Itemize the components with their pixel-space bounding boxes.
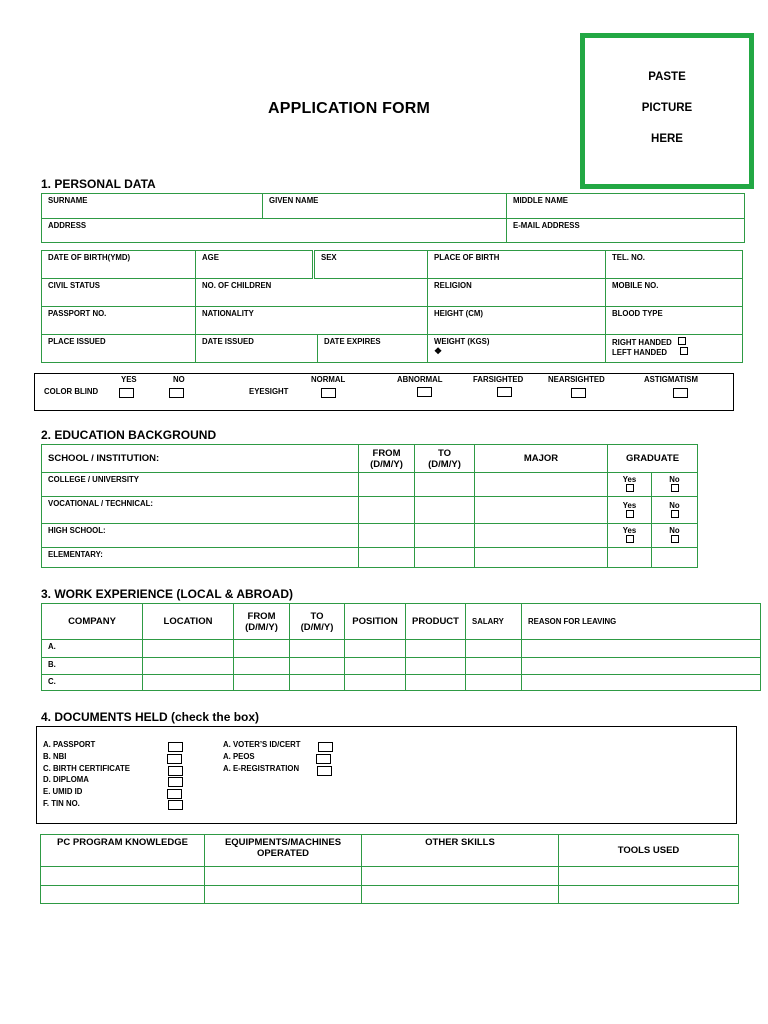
highschool-from-field[interactable] — [359, 524, 415, 548]
right-handed-checkbox[interactable] — [678, 337, 686, 345]
color-blind-label: COLOR BLIND — [44, 387, 99, 396]
vocational-no-checkbox[interactable] — [671, 510, 679, 518]
college-yes-cell: Yes — [608, 473, 652, 497]
nationality-field[interactable]: NATIONALITY — [196, 307, 428, 335]
work-row-b-location[interactable] — [143, 658, 234, 675]
email-field[interactable]: E-MAIL ADDRESS — [507, 219, 745, 243]
doc-passport-checkbox[interactable] — [168, 742, 183, 752]
passport-field[interactable]: PASSPORT NO. — [42, 307, 196, 335]
doc-diploma-checkbox[interactable] — [168, 777, 183, 787]
doc-voters-checkbox[interactable] — [318, 742, 333, 752]
vocational-no-cell: No — [652, 497, 698, 524]
section-education-heading: 2. EDUCATION BACKGROUND — [41, 428, 217, 442]
blood-type-field[interactable]: BLOOD TYPE — [606, 307, 743, 335]
normal-label: NORMAL — [311, 375, 346, 384]
photo-label-3: HERE — [651, 133, 683, 145]
work-row-a-label[interactable]: A. — [42, 640, 143, 658]
college-row-label: COLLEGE / UNIVERSITY — [42, 473, 359, 497]
highschool-to-field[interactable] — [415, 524, 475, 548]
from-header: FROM (D/M/Y) — [359, 445, 415, 473]
vocational-row-label: VOCATIONAL / TECHNICAL: — [42, 497, 359, 524]
highschool-no-cell: No — [652, 524, 698, 548]
work-row-c-position[interactable] — [345, 675, 406, 691]
work-row-b-reason[interactable] — [522, 658, 761, 675]
color-blind-yes-checkbox[interactable] — [119, 388, 134, 398]
yes-label: YES — [121, 375, 137, 384]
section-work-heading: 3. WORK EXPERIENCE (LOCAL & ABROAD) — [41, 587, 294, 601]
page-title: APPLICATION FORM — [268, 100, 431, 117]
weight-field[interactable] — [428, 335, 606, 363]
doc-voters-label: A. VOTER’S ID/CERT — [223, 740, 301, 749]
tools-used-header: TOOLS USED — [559, 835, 739, 867]
astigmatism-checkbox[interactable] — [673, 388, 688, 398]
diamond-bullet-icon: ❖ — [434, 346, 443, 356]
age-field[interactable]: AGE — [196, 251, 314, 279]
work-row-b-product[interactable] — [406, 658, 466, 675]
tools-field-2[interactable] — [559, 886, 739, 904]
no-label: NO — [173, 375, 185, 384]
elementary-to-field[interactable] — [415, 548, 475, 568]
personal-details-table — [41, 250, 743, 363]
salary-header: SALARY — [466, 604, 522, 640]
school-header: SCHOOL / INSTITUTION: — [42, 445, 359, 473]
date-issued-field[interactable]: DATE ISSUED — [196, 335, 318, 363]
doc-eregistration-label: A. E-REGISTRATION — [223, 764, 300, 773]
sex-field[interactable]: SEX — [314, 251, 428, 279]
work-row-b-salary[interactable] — [466, 658, 522, 675]
place-issued-field[interactable]: PLACE ISSUED — [42, 335, 196, 363]
mobile-field[interactable]: MOBILE NO. — [606, 279, 743, 307]
vocational-to-field[interactable] — [415, 497, 475, 524]
doc-diploma-label: D. DIPLOMA — [43, 775, 89, 784]
work-row-c-from[interactable] — [234, 675, 290, 691]
eyesight-label: EYESIGHT — [249, 387, 289, 396]
work-row-c-salary[interactable] — [466, 675, 522, 691]
highschool-major-field[interactable] — [475, 524, 608, 548]
work-to-header: TO (D/M/Y) — [290, 604, 345, 640]
astigmatism-label: ASTIGMATISM — [644, 375, 698, 384]
equipment-field-2[interactable] — [205, 886, 362, 904]
elementary-row-label: ELEMENTARY: — [42, 548, 359, 568]
weight-label: WEIGHT (KGS) — [434, 337, 490, 346]
other-skills-field-1[interactable] — [362, 867, 559, 886]
highschool-row-label: HIGH SCHOOL: — [42, 524, 359, 548]
date-expires-field[interactable]: DATE EXPIRES — [318, 335, 428, 363]
elementary-major-field[interactable] — [475, 548, 608, 568]
eyesight-box — [34, 373, 734, 411]
doc-tin-label: F. TIN NO. — [43, 799, 80, 808]
normal-checkbox[interactable] — [321, 388, 336, 398]
highschool-yes-checkbox[interactable] — [626, 535, 634, 543]
right-handed-label: RIGHT HANDED — [612, 338, 672, 347]
farsighted-label: FARSIGHTED — [473, 375, 524, 384]
photo-label-2: PICTURE — [641, 102, 693, 114]
work-row-b-from[interactable] — [234, 658, 290, 675]
tools-field-1[interactable] — [559, 867, 739, 886]
color-blind-no-checkbox[interactable] — [169, 388, 184, 398]
height-field[interactable]: HEIGHT (CM) — [428, 307, 606, 335]
skills-table — [40, 834, 739, 904]
vocational-yes-cell: Yes — [608, 497, 652, 524]
tel-field[interactable]: TEL. NO. — [606, 251, 743, 279]
work-row-b-to[interactable] — [290, 658, 345, 675]
elementary-yes-cell[interactable] — [608, 548, 652, 568]
surname-field[interactable]: SURNAME — [42, 194, 263, 219]
work-row-a-product[interactable] — [406, 640, 466, 658]
work-row-c-label[interactable]: C. — [42, 675, 143, 691]
farsighted-checkbox[interactable] — [497, 387, 512, 397]
doc-passport-label: A. PASSPORT — [43, 740, 96, 749]
documents-box — [36, 726, 737, 824]
doc-nbi-label: B. NBI — [43, 752, 67, 761]
vocational-major-field[interactable] — [475, 497, 608, 524]
left-handed-checkbox[interactable] — [680, 347, 688, 355]
college-major-field[interactable] — [475, 473, 608, 497]
other-skills-header: OTHER SKILLS — [362, 835, 559, 867]
work-row-b-position[interactable] — [345, 658, 406, 675]
abnormal-checkbox[interactable] — [417, 387, 432, 397]
doc-birth-cert-checkbox[interactable] — [168, 766, 183, 776]
location-header: LOCATION — [143, 604, 234, 640]
company-header: COMPANY — [42, 604, 143, 640]
reason-header: REASON FOR LEAVING — [522, 604, 761, 640]
work-table — [41, 603, 761, 691]
work-row-a-reason[interactable] — [522, 640, 761, 658]
doc-peos-checkbox[interactable] — [316, 754, 331, 764]
college-no-checkbox[interactable] — [671, 484, 679, 492]
work-row-c-location[interactable] — [143, 675, 234, 691]
college-yes-checkbox[interactable] — [626, 484, 634, 492]
doc-umid-checkbox[interactable] — [167, 789, 182, 799]
college-to-field[interactable] — [415, 473, 475, 497]
doc-nbi-checkbox[interactable] — [167, 754, 182, 764]
to-header: TO (D/M/Y) — [415, 445, 475, 473]
vocational-from-field[interactable] — [359, 497, 415, 524]
work-row-b-label[interactable]: B. — [42, 658, 143, 675]
religion-field[interactable]: RELIGION — [428, 279, 606, 307]
elementary-from-field[interactable] — [359, 548, 415, 568]
vocational-yes-checkbox[interactable] — [626, 510, 634, 518]
doc-umid-label: E. UMID ID — [43, 787, 83, 796]
college-from-field[interactable] — [359, 473, 415, 497]
handedness-field — [606, 335, 743, 363]
pc-knowledge-field-1[interactable] — [41, 867, 205, 886]
abnormal-label: ABNORMAL — [397, 375, 443, 384]
work-row-c-reason[interactable] — [522, 675, 761, 691]
dob-field[interactable]: DATE OF BIRTH(YMD) — [42, 251, 196, 279]
major-header: MAJOR — [475, 445, 608, 473]
pc-knowledge-header: PC PROGRAM KNOWLEDGE — [41, 835, 205, 867]
equipment-field-1[interactable] — [205, 867, 362, 886]
children-field[interactable]: NO. OF CHILDREN — [196, 279, 428, 307]
photo-box[interactable] — [580, 33, 754, 189]
work-row-a-location[interactable] — [143, 640, 234, 658]
product-header: PRODUCT — [406, 604, 466, 640]
given-name-field[interactable]: GIVEN NAME — [263, 194, 507, 219]
pc-knowledge-field-2[interactable] — [41, 886, 205, 904]
doc-peos-label: A. PEOS — [223, 752, 255, 761]
place-of-birth-field[interactable]: PLACE OF BIRTH — [428, 251, 606, 279]
work-row-a-to[interactable] — [290, 640, 345, 658]
position-header: POSITION — [345, 604, 406, 640]
graduate-header: GRADUATE — [608, 445, 698, 473]
work-row-a-from[interactable] — [234, 640, 290, 658]
nearsighted-checkbox[interactable] — [571, 388, 586, 398]
college-no-cell: No — [652, 473, 698, 497]
address-field[interactable]: ADDRESS — [42, 219, 507, 243]
doc-tin-checkbox[interactable] — [168, 800, 183, 810]
nearsighted-label: NEARSIGHTED — [548, 375, 605, 384]
left-handed-label: LEFT HANDED — [612, 348, 668, 357]
photo-label-1: PASTE — [648, 71, 686, 83]
work-row-a-position[interactable] — [345, 640, 406, 658]
middle-name-field[interactable]: MIDDLE NAME — [507, 194, 745, 219]
work-row-a-salary[interactable] — [466, 640, 522, 658]
equipment-header: EQUIPMENTS/MACHINES OPERATED — [205, 835, 362, 867]
work-row-c-product[interactable] — [406, 675, 466, 691]
doc-eregistration-checkbox[interactable] — [317, 766, 332, 776]
doc-birth-cert-label: C. BIRTH CERTIFICATE — [43, 764, 130, 773]
other-skills-field-2[interactable] — [362, 886, 559, 904]
elementary-no-cell[interactable] — [652, 548, 698, 568]
civil-status-field[interactable]: CIVIL STATUS — [42, 279, 196, 307]
work-from-header: FROM (D/M/Y) — [234, 604, 290, 640]
personal-name-table — [41, 193, 745, 243]
highschool-no-checkbox[interactable] — [671, 535, 679, 543]
education-table — [41, 444, 698, 568]
section-personal-heading: 1. PERSONAL DATA — [41, 177, 156, 191]
section-documents-heading: 4. DOCUMENTS HELD (check the box) — [41, 710, 260, 724]
work-row-c-to[interactable] — [290, 675, 345, 691]
highschool-yes-cell: Yes — [608, 524, 652, 548]
